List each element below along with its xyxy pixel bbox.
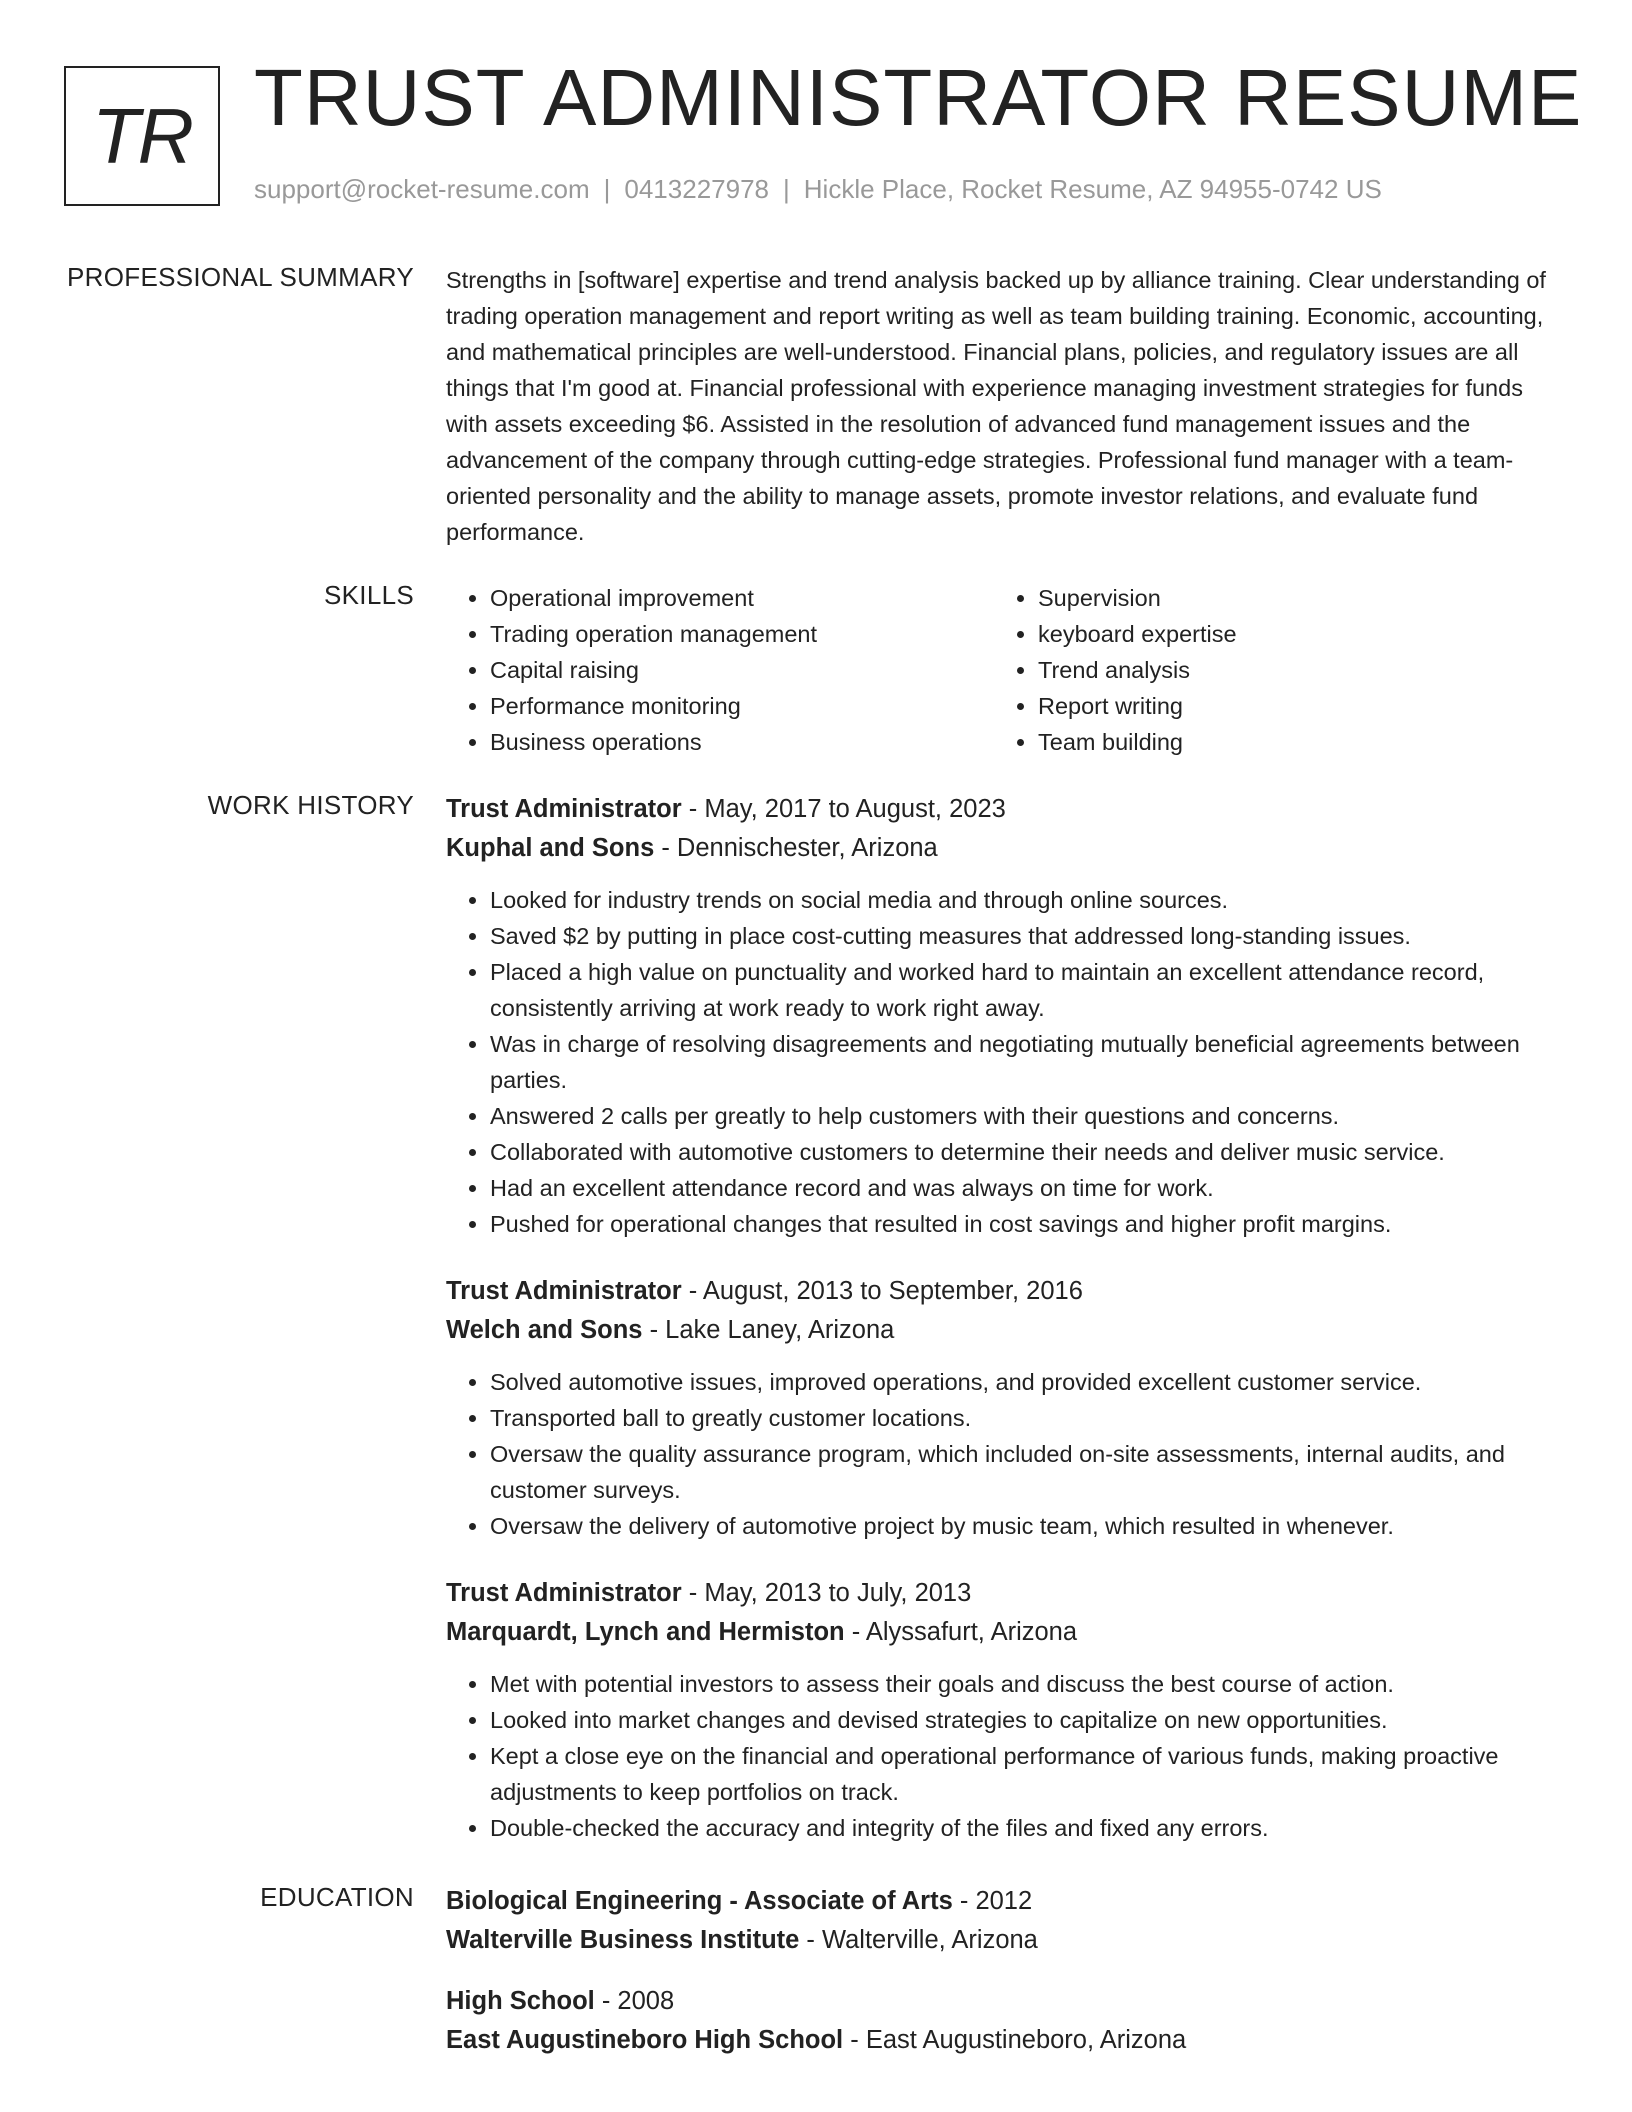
job-company: Marquardt, Lynch and Hermiston [446,1618,845,1646]
job-bullet: • Double-checked the accuracy and integrity of the files and fixed any errors. [490,1810,1556,1846]
job-bullet: • Pushed for operational changes that resulted in cost savings and higher profit margins. [490,1206,1556,1242]
skill-item: • keyboard expertise [1038,616,1542,652]
contact-phone: 0413227978 [624,174,769,204]
summary-heading: PROFESSIONAL SUMMARY [67,262,414,292]
skill-item: • Performance monitoring [490,688,994,724]
education-degree-line [446,1982,1556,2021]
job-company-line [446,1311,1556,1350]
education-year: - 2008 [594,1987,675,2015]
job-dates: - August, 2013 to September, 2016 [681,1277,1083,1305]
job-title-line [446,1574,1556,1613]
work-history-body [446,790,1556,1876]
skill-item: • Capital raising [490,652,994,688]
job-title: Trust Administrator [446,1277,682,1305]
job-bullet: • Oversaw the quality assurance program, which included on-site assessments, internal audits, and customer surveys. [490,1436,1556,1508]
job-entry [446,1272,1556,1544]
contact-email: support@rocket-resume.com [254,174,590,204]
education-degree: High School [446,1987,595,2015]
job-company: Welch and Sons [446,1316,643,1344]
skills-heading: SKILLS [324,580,414,610]
education-location: - East Augustineboro, Arizona [843,2026,1187,2054]
contact-address: Hickle Place, Rocket Resume, AZ 94955-0742 US [803,174,1382,204]
job-title: Trust Administrator [446,1579,682,1607]
job-bullet: • Kept a close eye on the financial and operational performance of various funds, making proactive adjustments to keep portfolios on track. [490,1738,1556,1810]
education-school: Walterville Business Institute [446,1926,800,1954]
job-bullet: • Was in charge of resolving disagreements and negotiating mutually beneficial agreements between parties. [490,1026,1556,1098]
job-bullet: • Oversaw the delivery of automotive project by music team, which resulted in whenever. [490,1508,1556,1544]
job-company-line [446,1613,1556,1652]
skill-item: • Trend analysis [1038,652,1542,688]
job-company-line [446,829,1556,868]
job-dates: - May, 2013 to July, 2013 [681,1579,972,1607]
work-history-heading: WORK HISTORY [207,790,414,820]
education-degree-line [446,1882,1556,1921]
job-dates: - May, 2017 to August, 2023 [681,795,1006,823]
job-entry [446,1574,1556,1846]
contact-separator: | [603,174,611,204]
skill-item: • Team building [1038,724,1542,760]
skill-item: • Operational improvement [490,580,994,616]
job-entry [446,790,1556,1242]
education-school: East Augustineboro High School [446,2026,844,2054]
education-school-line [446,2021,1556,2060]
skill-item: • Report writing [1038,688,1542,724]
job-bullet: • Had an excellent attendance record and was always on time for work. [490,1170,1556,1206]
job-bullet: • Looked for industry trends on social media and through online sources. [490,882,1556,918]
skills-body [446,580,1556,760]
summary-body [446,262,1556,550]
education-year: - 2012 [952,1887,1033,1915]
summary-text: Strengths in [software] expertise and trend analysis backed up by alliance training. Clear understanding of trading operation management and report writing as well as team building training. Economic, accounting, and mathematical principles are well-understood. Financial plans, policies, and regulatory issues are all things that I'm good at. Financial professional with experience managing investment strategies for funds with assets exceeding $6. Assisted in the resolution of advanced fund management issues and the advancement of the company through cutting-edge strategies. Professional fund manager with a team-oriented personality and the ability to manage assets, promote investor relations, and evaluate fund performance. [446,267,1546,545]
contact-separator: | [783,174,790,204]
job-bullet: • Saved $2 by putting in place cost-cutting measures that addressed long-standing issues. [490,918,1556,954]
education-entry [446,1882,1556,1960]
skill-item: • Business operations [490,724,994,760]
education-entry [446,1982,1556,2060]
job-bullet: • Transported ball to greatly customer locations. [490,1400,1556,1436]
education-body [446,1882,1556,2082]
job-bullet: • Solved automotive issues, improved operations, and provided excellent customer service. [490,1364,1556,1400]
skills-list-right [994,580,1542,760]
job-bullet: • Placed a high value on punctuality and worked hard to maintain an excellent attendance record, consistently arriving at work ready to work right away. [490,954,1556,1026]
job-location: - Alyssafurt, Arizona [844,1618,1078,1646]
job-bullet: • Collaborated with automotive customers to determine their needs and deliver music service. [490,1134,1556,1170]
job-bullet-list [446,1666,1556,1846]
job-title-line [446,1272,1556,1311]
job-location: - Dennischester, Arizona [654,834,938,862]
education-degree: Biological Engineering - Associate of Arts [446,1887,953,1915]
job-bullet-list [446,882,1556,1242]
education-school-line [446,1921,1556,1960]
skills-list-left [446,580,994,760]
job-title: Trust Administrator [446,795,682,823]
job-company: Kuphal and Sons [446,834,655,862]
job-bullet: • Answered 2 calls per greatly to help customers with their questions and concerns. [490,1098,1556,1134]
resume-title: TRUST ADMINISTRATOR RESUME [254,53,1583,142]
contact-line [254,174,1382,205]
skill-item: • Trading operation management [490,616,994,652]
job-bullet: • Met with potential investors to assess their goals and discuss the best course of action. [490,1666,1556,1702]
education-heading: EDUCATION [260,1882,414,1912]
job-title-line [446,790,1556,829]
monogram-logo: TR [64,66,220,206]
job-location: - Lake Laney, Arizona [642,1316,895,1344]
job-bullet: • Looked into market changes and devised strategies to capitalize on new opportunities. [490,1702,1556,1738]
education-location: - Walterville, Arizona [799,1926,1038,1954]
job-bullet-list [446,1364,1556,1544]
skill-item: • Supervision [1038,580,1542,616]
